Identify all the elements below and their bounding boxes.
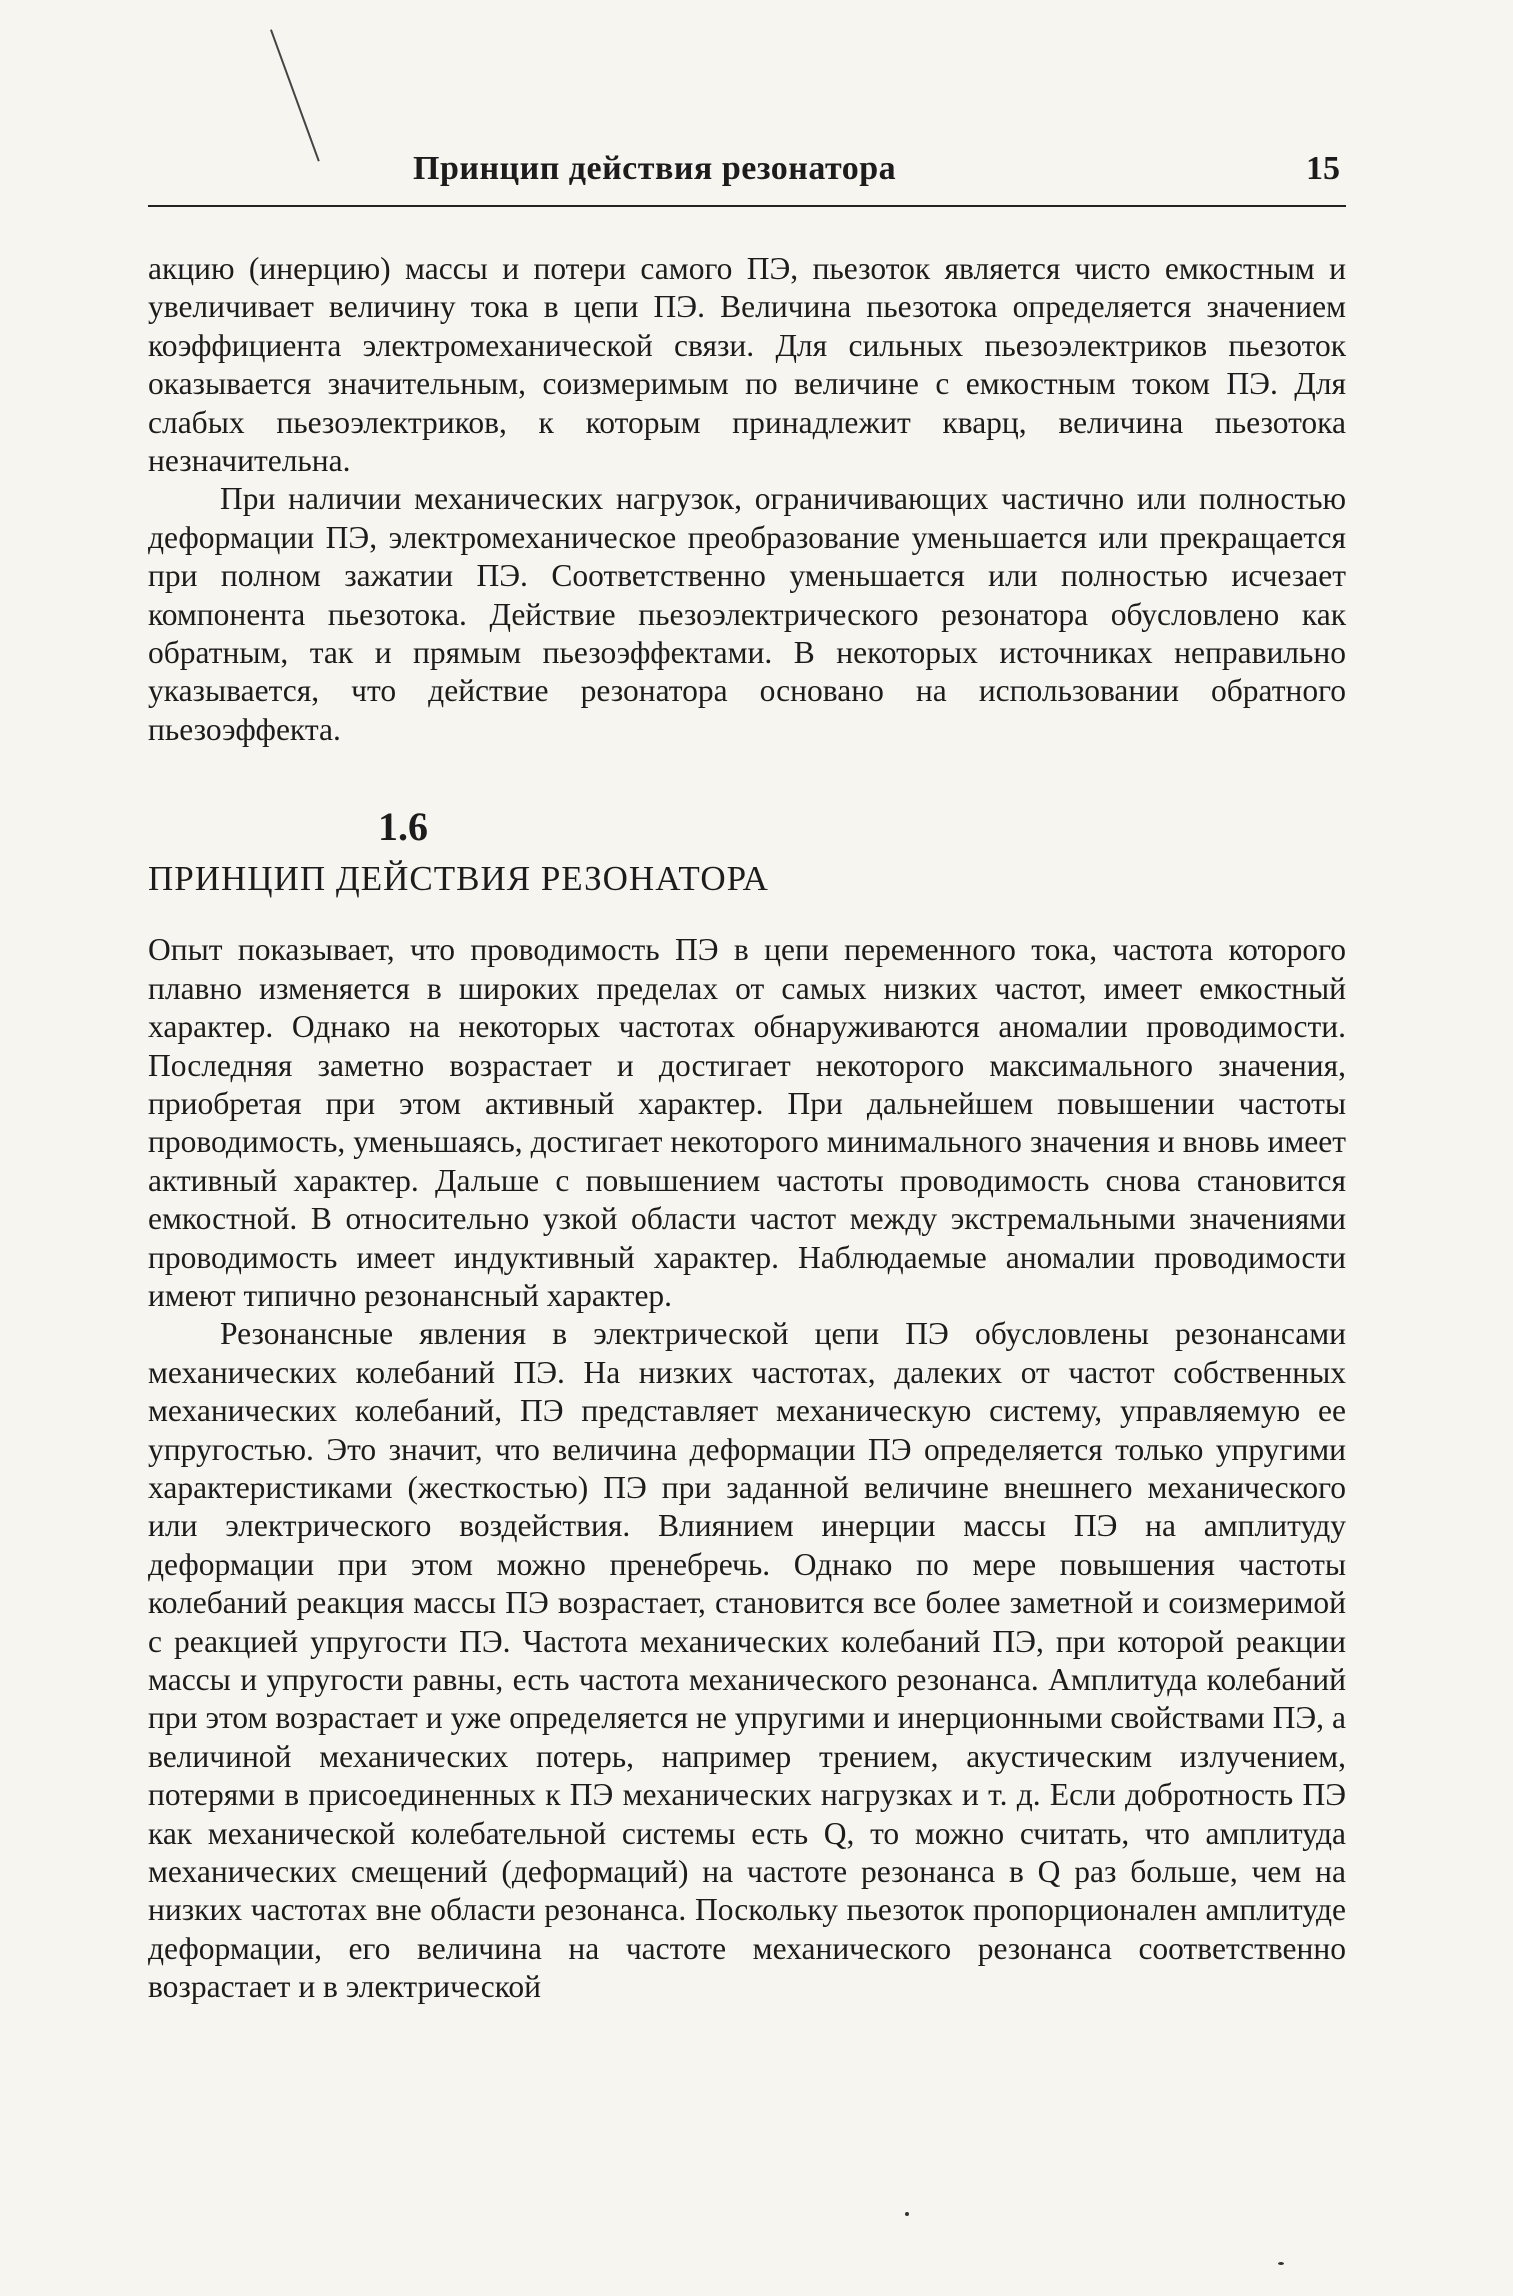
body-text	[148, 250, 1346, 2007]
header-rule	[148, 205, 1346, 207]
running-title: Принцип действия резонатора	[413, 150, 897, 187]
paragraph: Резонансные явления в электрической цепи ПЭ обусловлены резонансами механических колебаний ПЭ. На низких частотах, далеких от частот собственных механических колебаний, ПЭ представляет механическую систему, управляемую ее упругостью. Это значит, что величина деформации ПЭ определяется только упругими характеристиками (жесткостью) ПЭ при заданной величине внешнего механического или электрического воздействия. Влиянием инерции массы ПЭ на амплитуду деформации при этом можно пренебречь. Однако по мере повышения частоты колебаний реакция массы ПЭ возрастает, становится все более заметной и соизмеримой с реакцией упругости ПЭ. Частота механических колебаний ПЭ, при которой реакции массы и упругости равны, есть частота механического резонанса. Амплитуда колебаний при этом возрастает и уже определяется не упругими и инерционными свойствами ПЭ, а величиной механических потерь, например трением, акустическим излучением, потерями в присоединенных к ПЭ механических нагрузках и т. д. Если добротность ПЭ как механической колебательной системы есть Q, то можно считать, что амплитуда механических смещений (деформаций) на частоте резонанса в Q раз больше, чем на низких частотах вне области резонанса. Поскольку пьезоток пропорционален амплитуде деформации, его величина на частоте механического резонанса соответственно возрастает и в электрической	[148, 1316, 1346, 2005]
section-number: 1.6	[378, 804, 428, 850]
section-title: ПРИНЦИП ДЕЙСТВИЯ РЕЗОНАТОРА	[148, 859, 769, 899]
paragraph: При наличии механических нагрузок, ограничивающих частично или полностью деформации ПЭ, электромеханическое преобразование уменьшается или прекращается при полном зажатии ПЭ. Соответственно уменьшается или полностью исчезает компонента пьезотока. Действие пьезоэлектрического резонатора обусловлено как обратным, так и прямым пьезоэффектами. В некоторых источниках неправильно указывается, что действие резонатора основано на использовании обратного пьезоэффекта.	[148, 481, 1346, 747]
page-number: 15	[1306, 150, 1340, 187]
scan-speck	[905, 2212, 909, 2216]
scan-mark-line	[270, 29, 320, 161]
paragraph: акцию (инерцию) массы и потери самого ПЭ, пьезоток является чисто емкостным и увеличивает величину тока в цепи ПЭ. Величина пьезотока определяется значением коэффициента электромеханической связи. Для сильных пьезоэлектриков пьезоток оказывается значительным, соизмеримым по величине с емкостным током ПЭ. Для слабых пьезоэлектриков, к которым принадлежит кварц, величина пьезотока незначительна.	[148, 251, 1346, 479]
running-head	[148, 150, 1348, 200]
scan-speck	[1278, 2262, 1284, 2265]
paragraph: Опыт показывает, что проводимость ПЭ в цепи переменного тока, частота которого плавно изменяется в широких пределах от самых низких частот, имеет емкостный характер. Однако на некоторых частотах обнаруживаются аномалии проводимости. Последняя заметно возрастает и достигает некоторого максимального значения, приобретая при этом активный характер. При дальнейшем повышении частоты проводимость, уменьшаясь, достигает некоторого минимального значения и вновь имеет активный характер. Дальше с повышением частоты проводимость снова становится емкостной. В относительно узкой области частот между экстремальными значениями проводимость имеет индуктивный характер. Наблюдаемые аномалии проводимости имеют типично резонансный характер.	[148, 932, 1346, 1313]
